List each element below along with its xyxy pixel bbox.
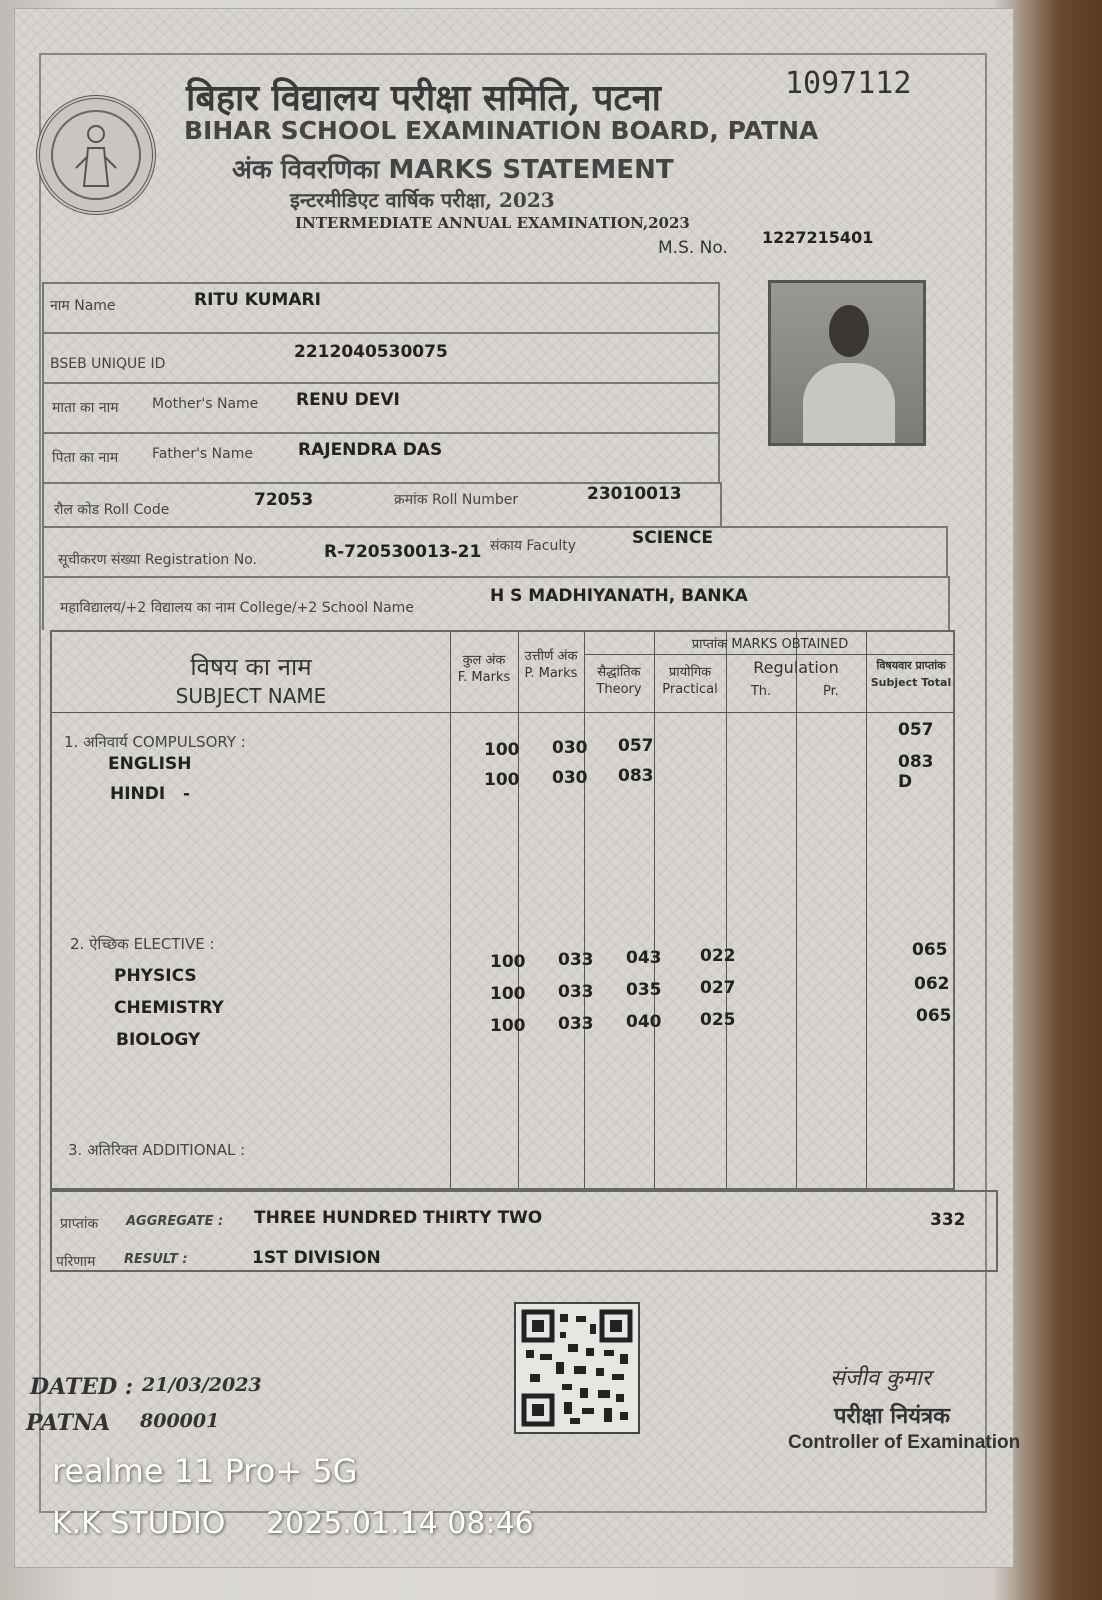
physics-theory: 043 <box>626 948 662 968</box>
controller-title-hindi: परीक्षा नियंत्रक <box>834 1403 951 1429</box>
fmarks-head-hindi: कुल अंक <box>462 653 506 668</box>
marks-table <box>50 630 955 1190</box>
obtained-divider <box>584 654 953 655</box>
board-title-english: BIHAR SCHOOL EXAMINATION BOARD, PATNA <box>184 116 819 145</box>
result-value: 1ST DIVISION <box>252 1248 381 1268</box>
board-seal-icon <box>36 95 156 215</box>
fmarks-head-english: F. Marks <box>457 670 511 685</box>
theory-head-hindi: सैद्धांतिक <box>597 665 641 680</box>
chemistry-pmarks: 033 <box>558 982 594 1002</box>
hindi-theory: 083 <box>618 766 654 786</box>
col-line <box>726 632 727 1188</box>
name-label: नाम Name <box>50 298 116 314</box>
total-head-english: Subject Total <box>870 676 952 689</box>
biology-practical: 025 <box>700 1010 736 1030</box>
marks-obtained-head: प्राप्तांक MARKS OBTAINED <box>691 637 849 652</box>
section-additional: 3. अतिरिक्त ADDITIONAL : <box>68 1141 246 1159</box>
section-compulsory: 1. अनिवार्य COMPULSORY : <box>64 733 246 751</box>
col-line <box>450 632 451 1188</box>
aggregate-label-hindi: प्राप्तांक <box>60 1216 99 1232</box>
student-name: RITU KUMARI <box>194 290 321 310</box>
hindi-label: HINDI <box>110 784 166 804</box>
english-theory: 057 <box>618 736 654 756</box>
mother-label-english: Mother's Name <box>152 396 259 412</box>
serial-number: 1097112 <box>785 66 912 101</box>
registration-value: R-720530013-21 <box>324 542 482 562</box>
physics-practical: 022 <box>700 946 736 966</box>
subject-physics: PHYSICS <box>114 966 197 986</box>
studio-watermark: K.K STUDIO <box>52 1506 226 1541</box>
hindi-pmarks: 030 <box>552 768 588 788</box>
father-label-english: Father's Name <box>152 446 253 462</box>
qr-code-icon <box>514 1302 640 1434</box>
english-fmarks: 100 <box>484 740 520 760</box>
mother-label-hindi: माता का नाम <box>52 400 119 416</box>
subject-biology: BIOLOGY <box>116 1030 201 1050</box>
english-pmarks: 030 <box>552 738 588 758</box>
info-row-unique-id <box>42 332 720 382</box>
exam-title-english: INTERMEDIATE ANNUAL EXAMINATION,2023 <box>295 214 690 232</box>
biology-pmarks: 033 <box>558 1014 594 1034</box>
info-row-college <box>42 576 950 630</box>
info-row-mother <box>42 382 720 432</box>
roll-code-value: 72053 <box>254 490 314 510</box>
col-line <box>518 632 519 1188</box>
chemistry-theory: 035 <box>626 980 662 1000</box>
total-head-hindi: विषयवार प्राप्तांक <box>876 659 946 672</box>
english-total: 057 <box>898 720 934 740</box>
physics-fmarks: 100 <box>490 952 526 972</box>
physics-total: 065 <box>912 940 948 960</box>
student-photo <box>768 280 926 446</box>
roll-code-label: रौल कोड Roll Code <box>54 502 170 518</box>
registration-label: सूचीकरण संख्या Registration No. <box>58 552 257 568</box>
biology-total: 065 <box>916 1006 952 1026</box>
aggregate-value: 332 <box>930 1210 966 1230</box>
roll-number-label: क्रमांक Roll Number <box>394 492 519 508</box>
faculty-label: संकाय Faculty <box>490 538 576 554</box>
col-line <box>654 632 655 1188</box>
hindi-total: 083 D <box>898 752 934 792</box>
roll-number-value: 23010013 <box>587 484 682 504</box>
college-value: H S MADHIYANATH, BANKA <box>490 586 748 606</box>
pmarks-head-english: P. Marks <box>524 666 578 681</box>
pmarks-head-hindi: उत्तीर्ण अंक <box>524 649 578 664</box>
chemistry-fmarks: 100 <box>490 984 526 1004</box>
unique-id-value: 2212040530075 <box>294 342 448 362</box>
biology-theory: 040 <box>626 1012 662 1032</box>
physics-pmarks: 033 <box>558 950 594 970</box>
father-label-hindi: पिता का नाम <box>52 450 119 466</box>
chemistry-total: 062 <box>914 974 950 994</box>
col-line <box>796 632 797 1188</box>
col-line <box>584 632 585 1188</box>
subject-head-english: SUBJECT NAME <box>175 684 327 708</box>
subject-chemistry: CHEMISTRY <box>114 998 224 1018</box>
controller-signature: संजीव कुमार <box>830 1366 931 1391</box>
ms-no-label: M.S. No. <box>658 238 728 258</box>
practical-head-hindi: प्रायोगिक <box>668 665 712 680</box>
subject-head-hindi: विषय का नाम <box>190 653 312 681</box>
dated-value: 21/03/2023 <box>142 1374 262 1396</box>
statement-title: अंक विवरणिका MARKS STATEMENT <box>232 155 674 185</box>
faculty-value: SCIENCE <box>632 528 713 548</box>
controller-title-english: Controller of Examination <box>788 1432 1021 1453</box>
theory-head-english: Theory <box>596 682 642 697</box>
unique-id-label: BSEB UNIQUE ID <box>50 356 166 372</box>
place-label: PATNA <box>26 1410 111 1436</box>
hindi-suffix: - <box>182 784 191 804</box>
info-row-registration <box>42 526 948 576</box>
aggregate-label-english: AGGREGATE : <box>126 1214 224 1229</box>
section-elective: 2. ऐच्छिक ELECTIVE : <box>70 935 215 953</box>
pin-value: 800001 <box>140 1410 220 1432</box>
result-label-english: RESULT : <box>124 1252 188 1267</box>
dated-label: DATED : <box>30 1374 133 1400</box>
timestamp-watermark: 2025.01.14 08:46 <box>266 1506 534 1541</box>
subject-english: ENGLISH <box>108 754 192 774</box>
result-label-hindi: परिणाम <box>56 1254 96 1270</box>
regulation-practical-head: Pr. <box>823 684 839 699</box>
exam-title-hindi: इन्टरमीडिएट वार्षिक परीक्षा, 2023 <box>290 188 555 212</box>
ms-no-value: 1227215401 <box>762 228 874 247</box>
college-label: महाविद्यालय/+2 विद्यालय का नाम College/+2 School Name <box>60 600 414 616</box>
practical-head-english: Practical <box>662 682 718 697</box>
col-line <box>866 632 867 1188</box>
biology-fmarks: 100 <box>490 1016 526 1036</box>
aggregate-box <box>50 1190 998 1272</box>
info-row-father <box>42 432 720 482</box>
regulation-theory-head: Th. <box>750 684 772 699</box>
chemistry-practical: 027 <box>700 978 736 998</box>
hindi-fmarks: 100 <box>484 770 520 790</box>
regulation-head: Regulation <box>753 658 839 677</box>
info-row-name <box>42 282 720 332</box>
board-title-hindi: बिहार विद्यालय परीक्षा समिति, पटना <box>186 77 661 119</box>
father-name: RAJENDRA DAS <box>298 440 443 460</box>
info-row-roll <box>42 482 722 526</box>
aggregate-words: THREE HUNDRED THIRTY TWO <box>254 1208 543 1228</box>
camera-watermark: realme 11 Pro+ 5G <box>52 1452 358 1490</box>
subject-hindi <box>110 784 190 804</box>
header-divider <box>52 712 953 713</box>
mother-name: RENU DEVI <box>296 390 400 410</box>
